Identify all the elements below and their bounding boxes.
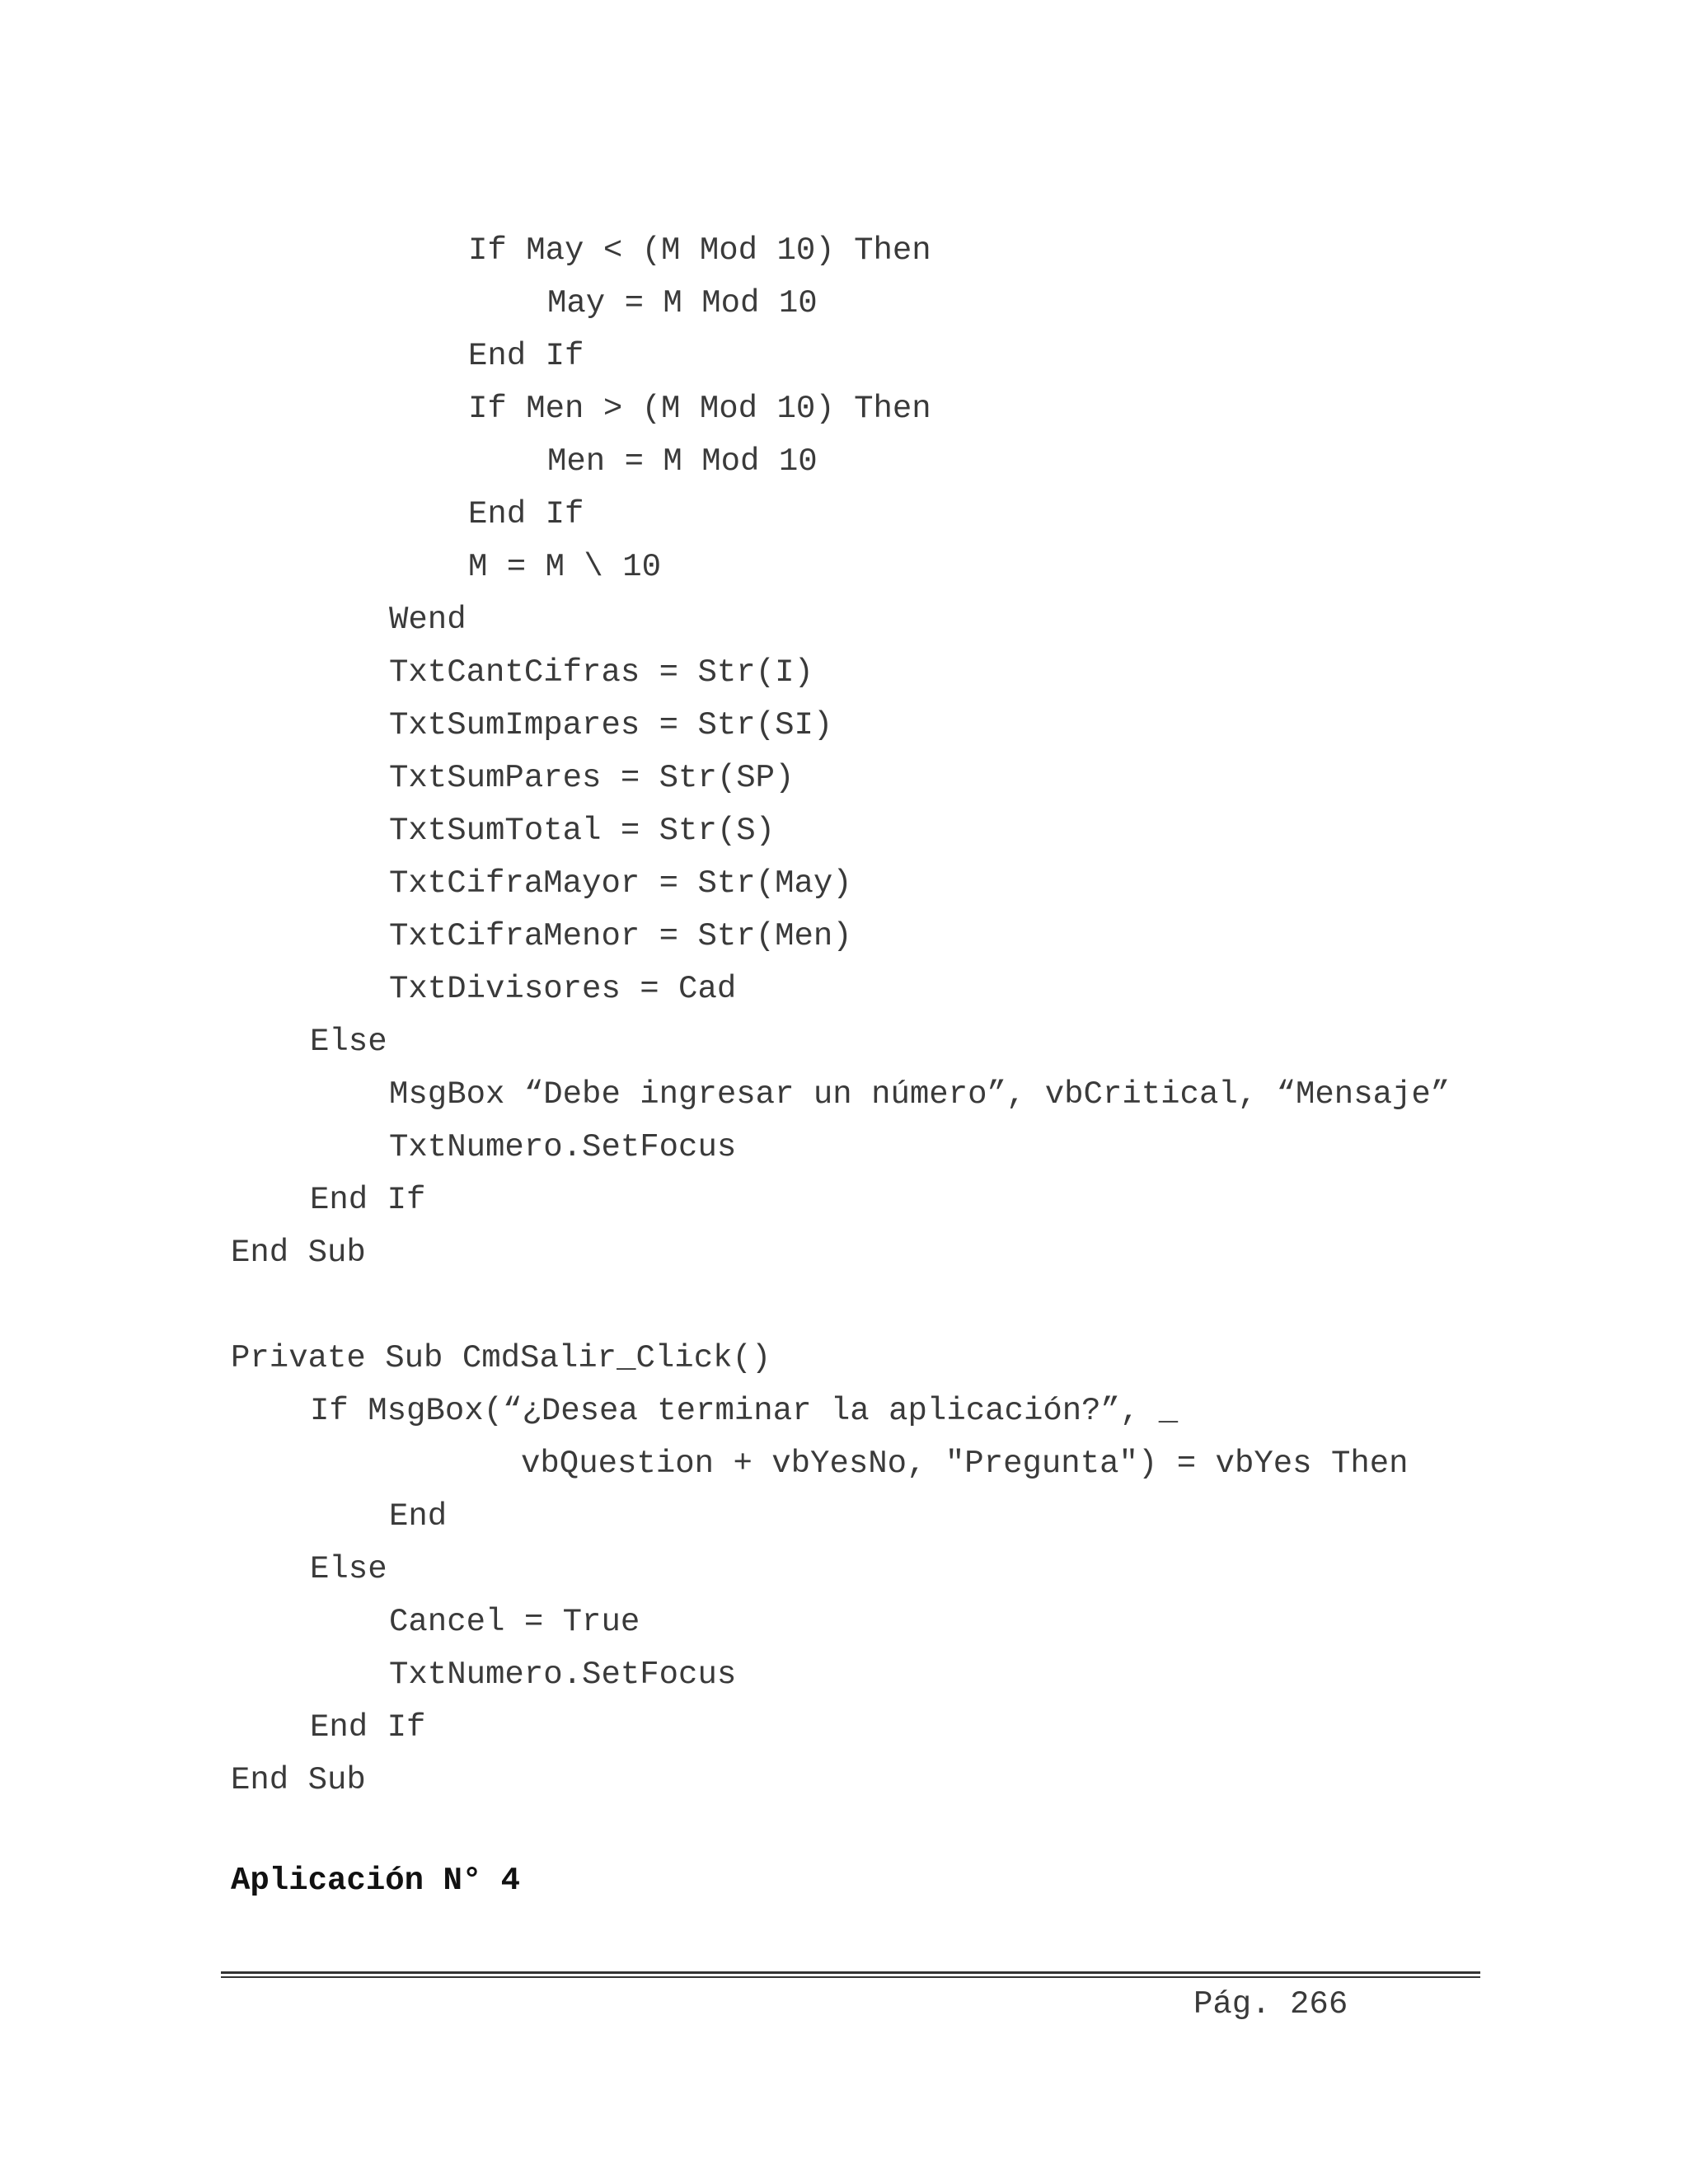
footer-rule-top [221,1971,1480,1974]
code-listing [231,224,1450,1807]
code-line: Else [310,1024,387,1060]
code-line: Private Sub CmdSalir_Click() [231,1340,771,1376]
code-line: TxtCifraMenor = Str(Men) [389,918,852,954]
section-heading: Aplicación N° 4 [231,1863,521,1899]
code-line: TxtNumero.SetFocus [389,1129,737,1165]
code-line: TxtSumImpares = Str(SI) [389,707,833,743]
code-line: End [389,1498,448,1535]
code-line: End Sub [231,1762,366,1798]
code-line: May = M Mod 10 [547,285,818,321]
code-line: If May < (M Mod 10) Then [468,232,931,269]
code-line: End If [310,1709,426,1746]
code-line: M = M \ 10 [468,549,662,585]
code-line: vbQuestion + vbYesNo, "Pregunta") = vbYes Then [521,1446,1409,1482]
code-line: TxtSumTotal = Str(S) [389,813,776,849]
code-line: End Sub [231,1235,366,1271]
page-number: Pág. 266 [1193,1986,1348,2022]
code-line: TxtCifraMayor = Str(May) [389,865,852,902]
code-line: If Men > (M Mod 10) Then [468,391,931,427]
code-line: End If [468,496,584,532]
code-line: Else [310,1551,387,1587]
code-line: Cancel = True [389,1604,640,1640]
code-line: Men = M Mod 10 [547,443,818,480]
code-line: TxtCantCifras = Str(I) [389,654,814,691]
code-line: TxtDivisores = Cad [389,971,737,1007]
code-line: TxtSumPares = Str(SP) [389,760,795,796]
blank-line [231,1279,1450,1332]
code-line: End If [468,338,584,374]
code-line: MsgBox “Debe ingresar un número”, vbCritical, “Mensaje” [389,1076,1451,1113]
code-line: Wend [389,602,467,638]
code-line: If MsgBox(“¿Desea terminar la aplicación?”, _ [310,1393,1179,1429]
code-line: End If [310,1182,426,1218]
code-line: TxtNumero.SetFocus [389,1657,737,1693]
